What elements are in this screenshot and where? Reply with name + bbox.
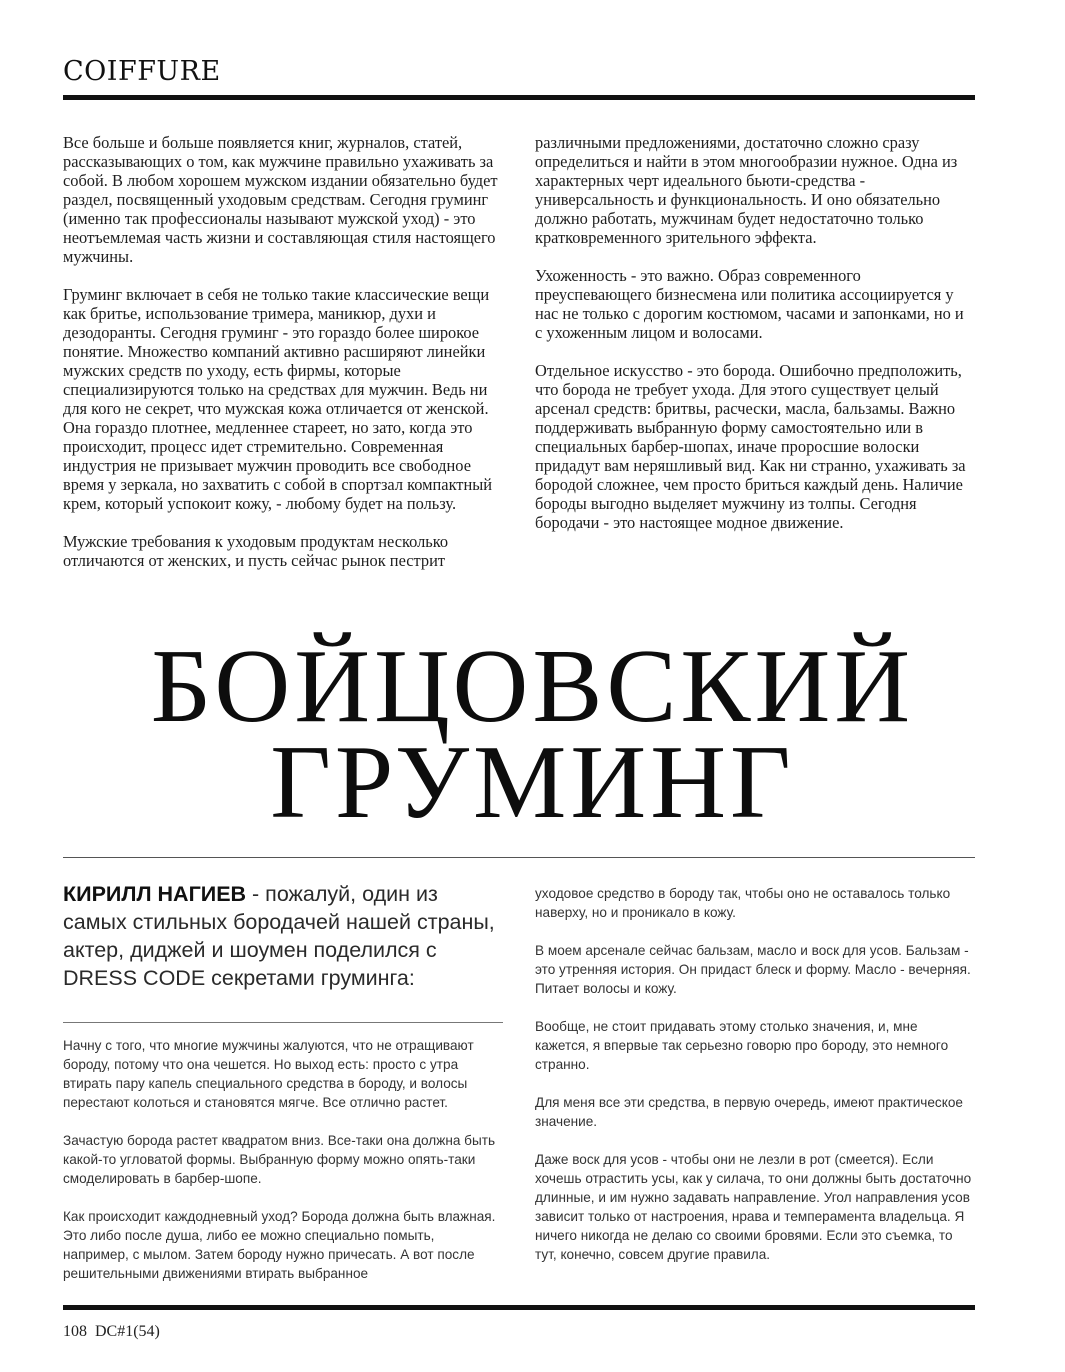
title-rule <box>63 857 975 858</box>
intro-column-right <box>535 133 975 551</box>
intro-paragraph: Мужские требования к уходовым продуктам несколько отличаются от женских, и пусть сейчас рынок пестрит <box>63 532 449 570</box>
footer-rule <box>63 1305 975 1310</box>
lead-text: - пожалуй, один из самых стильных бородачей нашей страны, актер, диджей и шоумен поделился с DRESS CODE секретами груминга: <box>63 882 495 990</box>
interviewee-name: КИРИЛЛ НАГИЕВ <box>63 882 247 906</box>
issue-label: DC#1(54) <box>95 1323 160 1340</box>
page-number: 108 <box>63 1323 87 1340</box>
intro-column-left <box>63 133 503 589</box>
interview-lead <box>63 880 503 992</box>
intro-paragraph: Все больше и больше появляется книг, журналов, статей, рассказывающих о том, как мужчине правильно ухаживать за собой. В любом хорошем мужском издании обязательно будет раздел, посвященный уходовым средствам. Сегодня груминг (именно так профессионалы называют мужской уход) - это неотъемлемая часть жизни и составляющая стиля настоящего мужчины. <box>63 133 498 266</box>
interview-paragraph: уходовое средство в бороду так, чтобы оно не оставалось только наверху, но и проникало в кожу. <box>535 886 951 920</box>
page-footer <box>63 1323 160 1341</box>
interview-paragraph: Для меня все эти средства, в первую очередь, имеют практическое значение. <box>535 1095 963 1129</box>
article-title-line-1: БОЙЦОВСКИЙ <box>150 627 915 744</box>
section-label: COIFFURE <box>63 56 221 87</box>
interview-paragraph: Даже воск для усов - чтобы они не лезли в рот (смеется). Если хочешь отрастить усы, как у силача, то они должны быть достаточно длинные, и им нужно задавать направление. Угол направления усов зависит только от настроения, нрава и темперамента владельца. Я ничего никогда не делаю со своими бровями. Если это съемка, то тут, конечно, совсем другие правила. <box>535 1152 972 1262</box>
article-title <box>0 627 1065 840</box>
header-rule <box>63 95 975 100</box>
intro-paragraph: Ухоженность - это важно. Образ современного преуспевающего бизнесмена или политика ассоциируется у нас не только с дорогим костюмом, часами и запонками, но и с ухоженным лицом и волосами. <box>535 266 964 342</box>
lead-rule <box>63 1022 503 1023</box>
article-title-line-2: ГРУМИНГ <box>270 723 795 840</box>
interview-column-left <box>63 1036 503 1302</box>
interview-paragraph: Вообще, не стоит придавать этому столько значения, и, мне кажется, я впервые так серьезно говорю про бороду, это немного странно. <box>535 1019 949 1072</box>
intro-paragraph: различными предложениями, достаточно сложно сразу определиться и найти в этом многообразии нужное. Одна из характерных черт идеального бьюти-средства - универсальность и функциональность. И оно обязательно должно работать, мужчинам будет недостаточно только кратковременного зрительного эффекта. <box>535 133 958 247</box>
interview-paragraph: В моем арсенале сейчас бальзам, масло и воск для усов. Бальзам - это утренняя история. Он придаст блеск и форму. Масло - вечерняя. Питает волосы и кожу. <box>535 943 971 996</box>
intro-paragraph: Груминг включает в себя не только такие классические вещи как бритье, использование тримера, маникюр, духи и дезодоранты. Сегодня груминг - это гораздо более широкое понятие. Множество компаний активно расширяют линейки мужских средств по уходу, есть фирмы, которые специализируются только на средствах для мужчин. Ведь ни для кого не секрет, что мужская кожа отличается от женской. Она гораздо плотнее, медленнее стареет, но зато, когда это происходит, процесс идет стремительно. Современная индустрия не призывает мужчин проводить все свободное время у зеркала, но захватить с собой в спортзал компактный крем, который успокоит кожу, - любому будет на пользу. <box>63 285 493 513</box>
intro-paragraph: Отдельное искусство - это борода. Ошибочно предположить, что борода не требует ухода. Для этого существует целый арсенал средств: бритвы, расчески, масла, бальзамы. Важно поддерживать выбранную форму самостоятельно или в специальных барбер-шопах, иначе проросшие волоски придадут вам неряшливый вид. Как ни странно, ухаживать за бородой сложнее, чем просто бриться каждый день. Наличие бороды выгодно выделяет мужчину из толпы. Сегодня бородачи - это настоящее модное движение. <box>535 361 966 532</box>
interview-paragraph: Зачастую борода растет квадратом вниз. Все-таки она должна быть какой-то угловатой формы. Выбранную форму можно опять-таки смоделировать в барбер-шопе. <box>63 1133 496 1186</box>
interview-paragraph: Как происходит каждодневный уход? Борода должна быть влажная. Это либо после душа, либо ее можно специально помыть, например, с мылом. Затем бороду нужно причесать. А вот после решительными движениями втирать выбранное <box>63 1209 496 1281</box>
interview-column-right <box>535 884 975 1283</box>
interview-paragraph: Начну с того, что многие мужчины жалуются, что не отращивают бороду, потому что она чешется. Но выход есть: просто с утра втирать пару капель специального средства в бороду, и волосы перестают колоться и становятся мягче. Все отлично растет. <box>63 1038 474 1110</box>
